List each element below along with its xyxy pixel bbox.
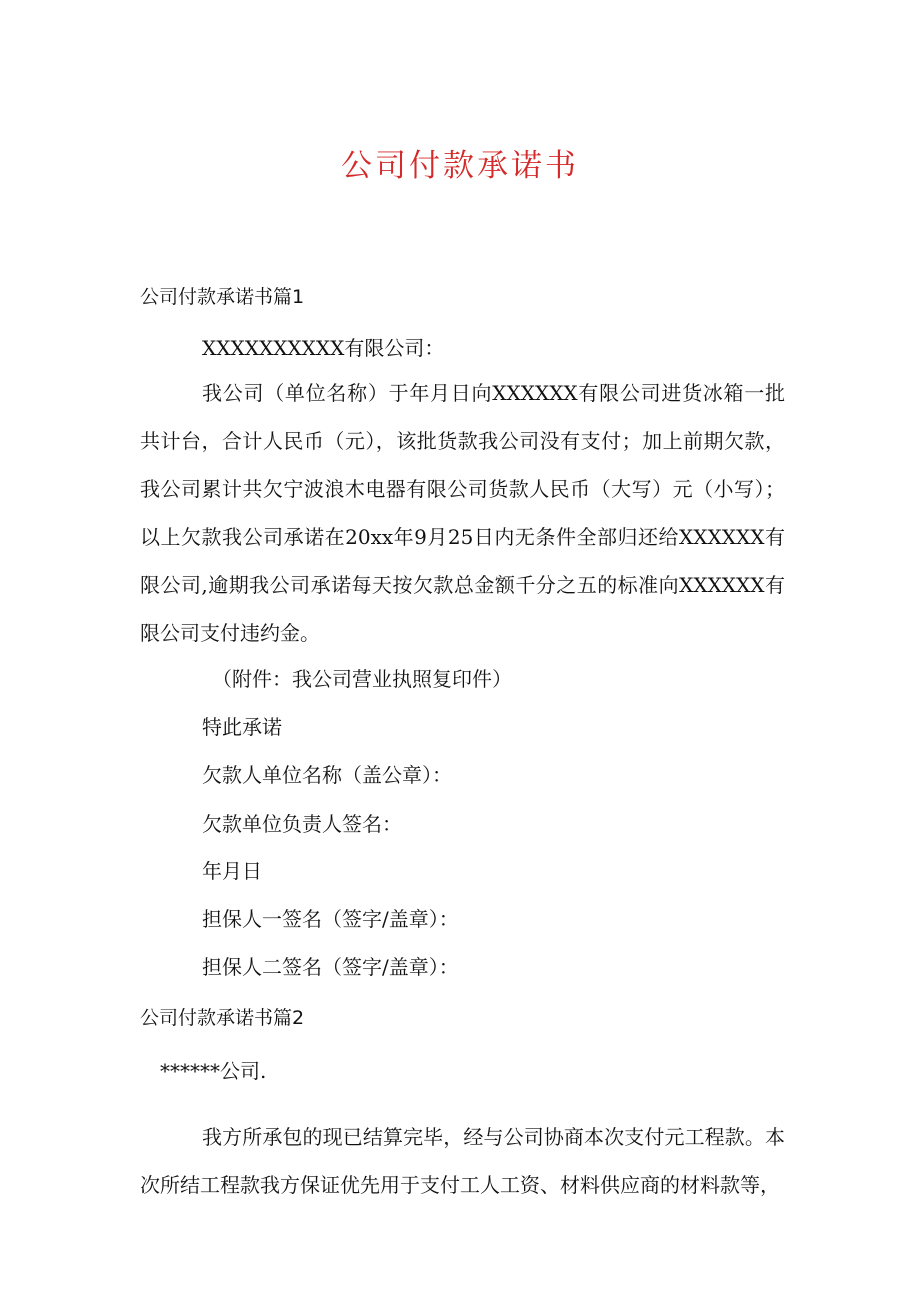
date-line: 年月日 (202, 859, 262, 883)
section1-salutation: XXXXXXXXXX有限公司： (202, 336, 445, 360)
section1-body-paragraph: 我公司（单位名称）于年月日向XXXXXX有限公司进货冰箱一批共计台，合计人民币（元），该批货款我公司没有支付；加上前期欠款，我公司累计共欠宁波浪木电器有限公司货款人民币（大写）元（小写）；以上欠款我公司承诺在20xx年9月25日内无条件全部归还给XXXXXX有限公司,逾期我公司承诺每天按欠款总金额千分之五的标准向XXXXXX有限公司支付违约金。 (140, 381, 785, 645)
section2-heading: 公司付款承诺书篇2 (140, 1007, 305, 1029)
section2-body-paragraph: 我方所承包的现已结算完毕，经与公司协商本次支付元工程款。本次所结工程款我方保证优先用于支付工人工资、材料供应商的材料款等， (140, 1125, 785, 1197)
section2-salutation: ******公司. (160, 1059, 267, 1083)
guarantor2-signature-line: 担保人二签名（签字/盖章）： (202, 955, 459, 979)
section1-attachment-note: （附件：我公司营业执照复印件） (212, 667, 512, 691)
document-title: 公司付款承诺书 (341, 148, 579, 184)
guarantor1-signature-line: 担保人一签名（签字/盖章）： (202, 907, 459, 931)
debtor-head-signature-line: 欠款单位负责人签名： (202, 812, 402, 836)
section1-heading: 公司付款承诺书篇1 (140, 286, 305, 308)
section1-closing: 特此承诺 (202, 715, 282, 739)
debtor-unit-line: 欠款人单位名称（盖公章）： (202, 763, 452, 787)
